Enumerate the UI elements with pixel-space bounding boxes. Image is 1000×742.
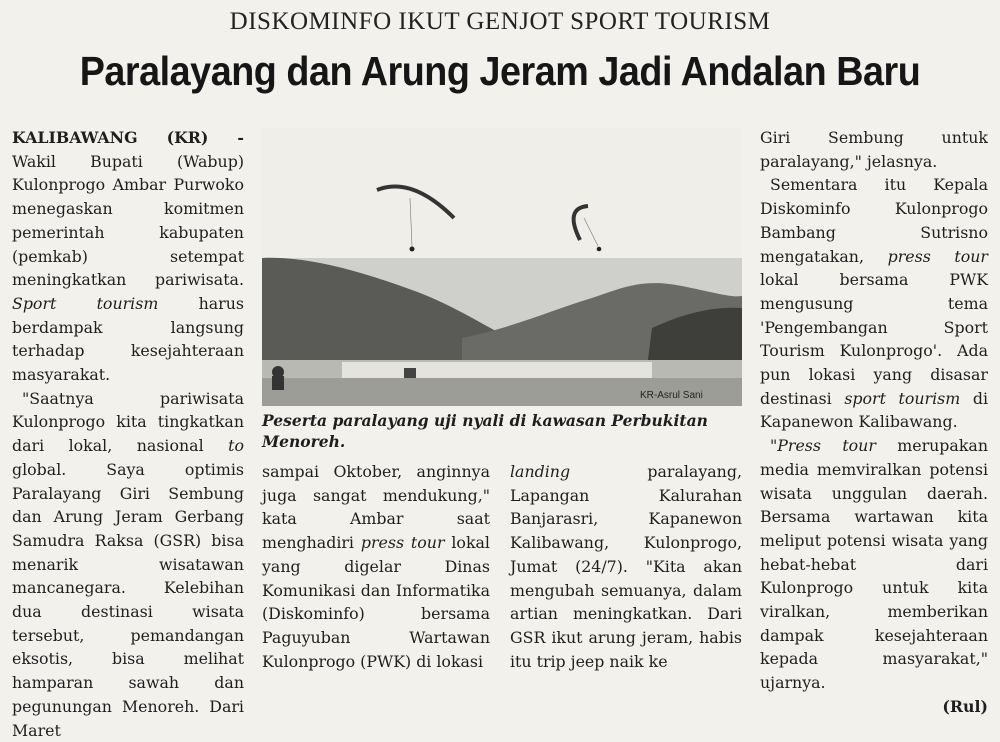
text: "Saatnya pariwisata Kulonprogo kita tingkatkan dari lokal, nasional <box>12 388 244 456</box>
landing-field <box>342 362 652 378</box>
article-column-1 <box>12 126 244 742</box>
paragraph <box>510 460 742 673</box>
article-column-4 <box>760 126 988 719</box>
paraglider-pilot <box>597 247 602 252</box>
text: Sementara itu Kepala Diskominfo Kulonprogo Bambang Sutrisno mengatakan, <box>760 175 988 266</box>
paragraph <box>760 434 988 695</box>
text: lokal yang digelar Dinas Komunikasi dan Informatika (Diskominfo) bersama Paguyuban Wartawan Kulonprogo (PWK) di lokasi <box>262 533 490 671</box>
author-signature: (Rul) <box>942 696 988 716</box>
text-italic: press tour <box>360 533 445 553</box>
text: harus berdampak langsung terhadap kesejahteraan masyarakat. <box>12 293 244 385</box>
paragraph <box>12 126 244 387</box>
photo-caption: Peserta paralayang uji nyali di kawasan Perbukitan Menoreh. <box>262 411 708 451</box>
kicker: DISKOMINFO IKUT GENJOT SPORT TOURISM <box>229 8 771 35</box>
text: merupakan media memviralkan potensi wisata unggulan daerah. Bersama wartawan kita meliput potensi wisata yang hebat-hebat dari Kulonprogo untuk kita viralkan, memberikan dampak kesejahteraan kepada masyarakat," ujarnya. <box>760 436 988 693</box>
article-column-2 <box>262 460 490 673</box>
headline: Paralayang dan Arung Jeram Jadi Andalan Baru <box>79 48 921 94</box>
text-italic: sport tourism <box>844 388 961 408</box>
text: di Kapanewon Kalibawang. <box>760 388 989 432</box>
text-italic: "Press tour <box>770 436 876 456</box>
article-photo <box>262 128 742 406</box>
paragraph <box>760 126 988 173</box>
paraglider-pilot <box>410 247 415 252</box>
text: sampai Oktober, anginnya juga sangat mendukung," kata Ambar saat menghadiri <box>262 462 490 553</box>
text: lokal bersama PWK mengusung tema 'Pengembangan Sport Tourism Kulonprogo'. Ada pun lokasi yang disasar destinasi <box>760 270 988 408</box>
text: Giri Sembung untuk paralayang," jelasnya. <box>760 128 988 171</box>
text-italic: landing <box>510 462 571 481</box>
dateline: KALIBAWANG (KR) - <box>12 128 244 147</box>
photo-credit: KR-Asrul Sani <box>640 390 703 401</box>
paragraph <box>262 460 490 673</box>
text-italic: Sport tourism <box>12 293 159 313</box>
paragraph <box>760 173 988 434</box>
text-italic: to <box>228 436 244 456</box>
text-italic: press tour <box>887 246 988 266</box>
text: paralayang, Lapangan Kalurahan Banjarasri, Kapanewon Kalibawang, Kulonprogo, Jumat (24/7). "Kita akan mengubah semuanya, dalam artian meningkatkan. Dari GSR ikut arung jeram, habis itu trip jeep naik ke <box>510 462 742 671</box>
text: Wakil Bupati (Wabup) Kulonprogo Ambar Purwoko menegaskan komitmen pemerintah kabupaten (pemkab) setempat meningkatkan pariwisata. <box>12 151 244 290</box>
paragliding-landscape-image <box>262 128 742 406</box>
text: global. Saya optimis Paralayang Giri Sembung dan Arung Jeram Gerbang Samudra Raksa (GSR) bisa menarik wisatawan mancanegara. Kelebihan dua destinasi wisata tersebut, pemandangan eksotis, bisa melihat hamparan sawah dan pegunungan Menoreh. Dari Maret <box>12 459 244 740</box>
article-column-3 <box>510 460 742 673</box>
